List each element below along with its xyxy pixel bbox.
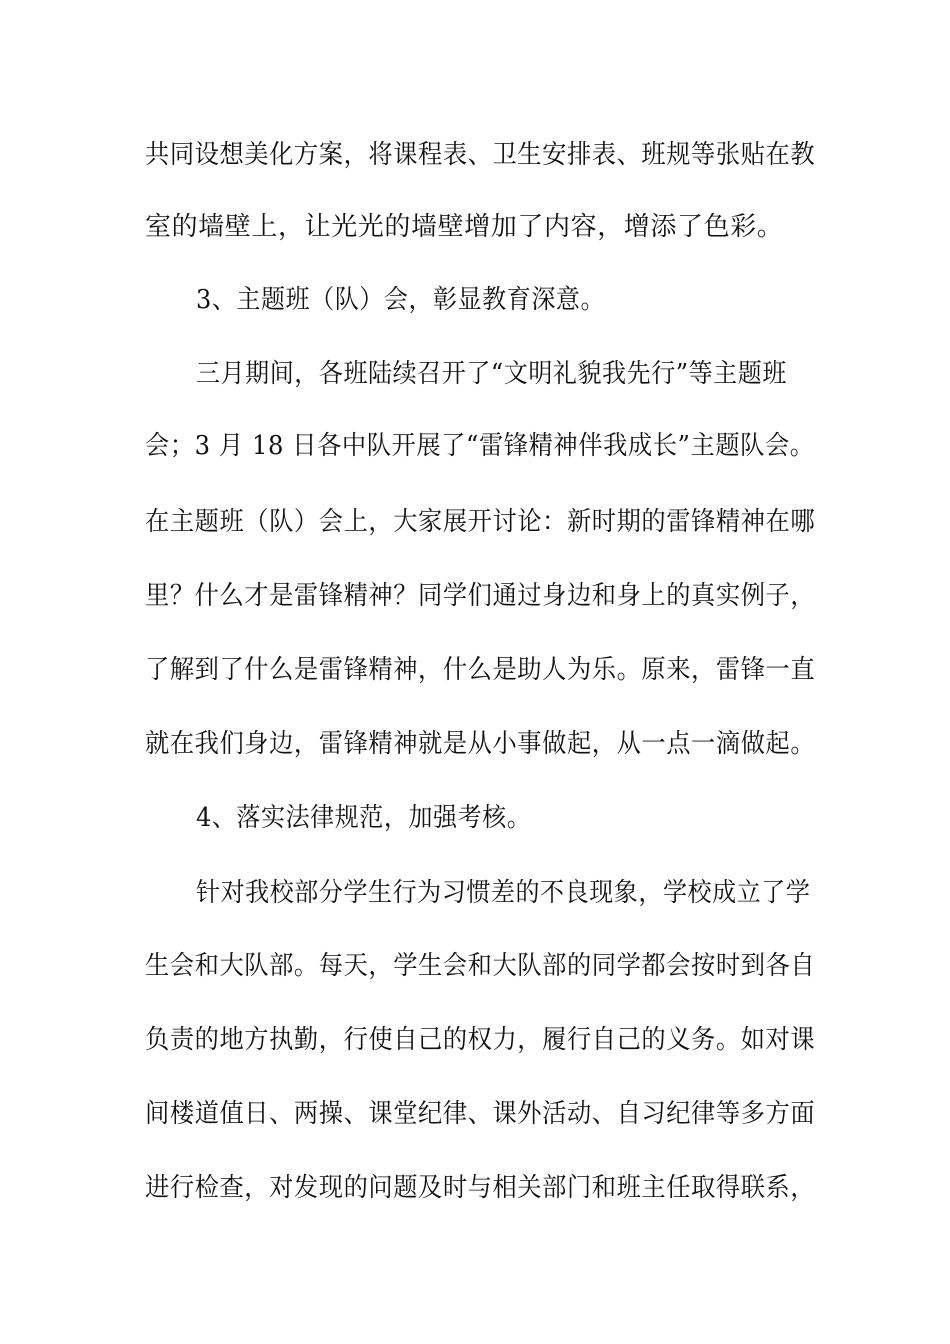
paragraph-line: 就在我们身边，雷锋精神就是从小事做起，从一点一滴做起。 <box>145 729 816 759</box>
paragraph-line: 里？什么才是雷锋精神？同学们通过身边和身上的真实例子， <box>145 581 816 611</box>
paragraph-line: 在主题班（队）会上，大家展开讨论：新时期的雷锋精神在哪 <box>145 507 816 537</box>
paragraph-line: 负责的地方执勤，行使自己的权力，履行自己的义务。如对课 <box>145 1025 816 1055</box>
paragraph-line: 生会和大队部。每天，学生会和大队部的同学都会按时到各自 <box>145 951 816 981</box>
paragraph-line: 进行检查，对发现的问题及时与相关部门和班主任取得联系， <box>145 1173 816 1203</box>
paragraph-line: 针对我校部分学生行为习惯差的不良现象，学校成立了学 <box>196 878 811 908</box>
paragraph-line: 共同设想美化方案，将课程表、卫生安排表、班规等张贴在教 <box>145 140 816 170</box>
paragraph-line: 三月期间，各班陆续召开了“文明礼貌我先行”等主题班 <box>196 359 787 389</box>
paragraph-line: 室的墙壁上，让光光的墙壁增加了内容，增添了色彩。 <box>145 212 784 242</box>
section-heading: 4、落实法律规范，加强考核。 <box>196 803 532 833</box>
paragraph-line: 间楼道值日、两操、课堂纪律、课外活动、自习纪律等多方面 <box>145 1099 816 1129</box>
paragraph-line: 会；3 月 18 日各中队开展了“雷锋精神伴我成长”主题队会。 <box>145 431 815 461</box>
paragraph-line: 了解到了什么是雷锋精神，什么是助人为乐。原来，雷锋一直 <box>145 655 816 685</box>
section-heading: 3、主题班（队）会，彰显教育深意。 <box>196 285 606 315</box>
